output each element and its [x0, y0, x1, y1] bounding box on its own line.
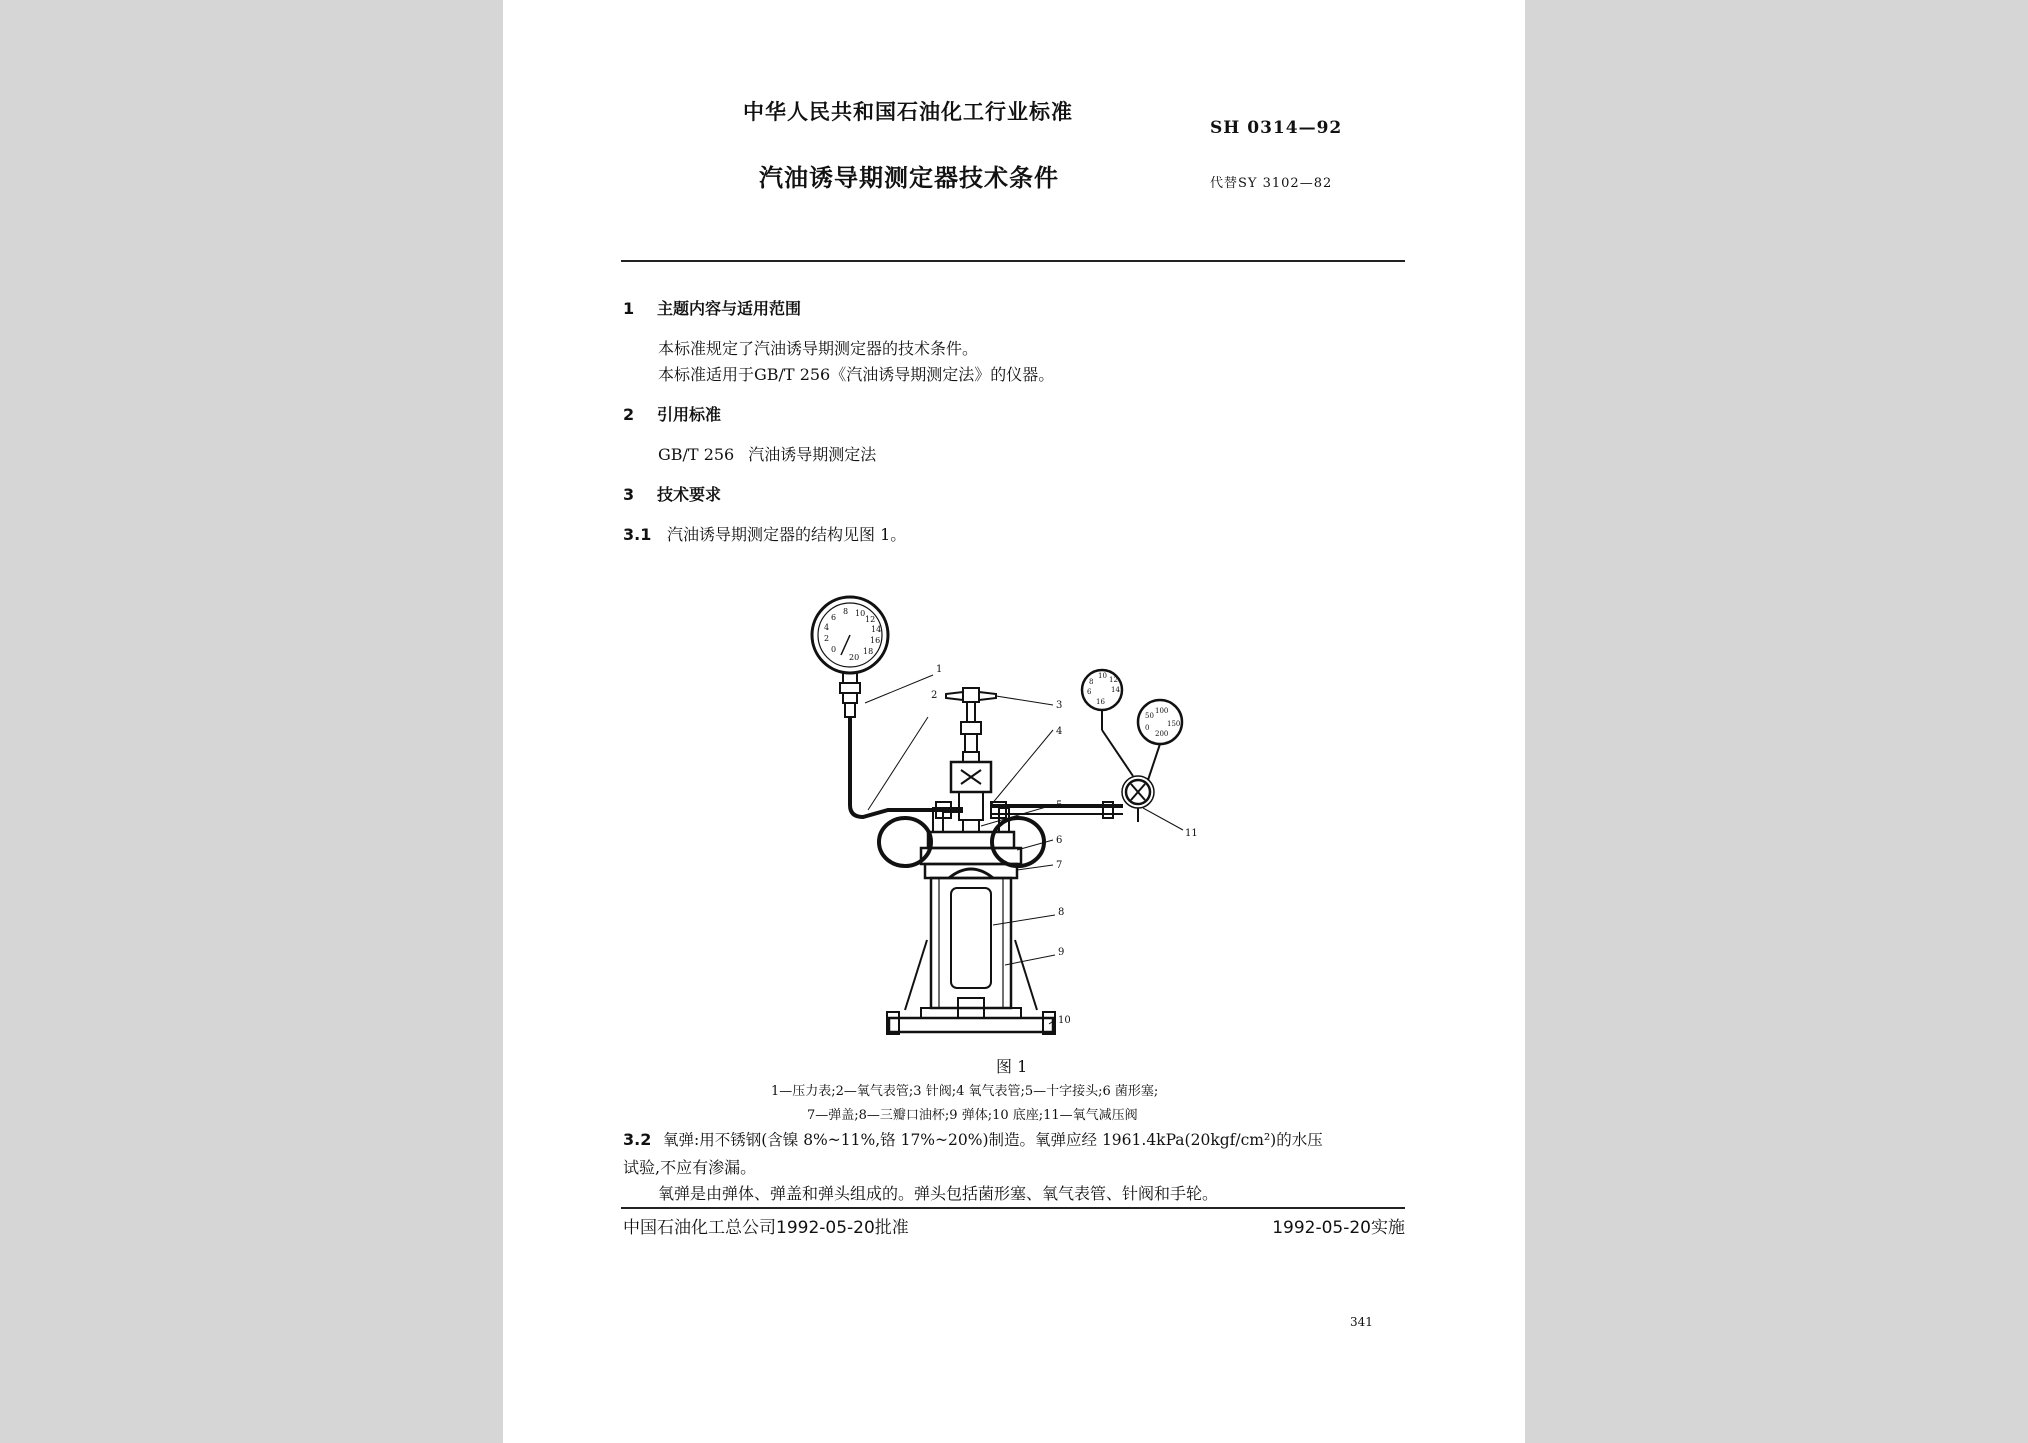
clause-3-1 [623, 522, 906, 545]
clause-number: 3.2 [623, 1130, 652, 1149]
implementation-date: 1992-05-20实施 [1272, 1218, 1405, 1238]
gauge-tick: 8 [843, 607, 849, 616]
section-1-paragraph-2: 本标准适用于GB/T 256《汽油诱导期测定法》的仪器。 [658, 365, 1055, 384]
section-title: 引用标准 [657, 405, 722, 424]
pressure-gauge [812, 597, 888, 717]
section-2-heading [623, 402, 721, 425]
section-1-heading [623, 296, 801, 319]
left-coil [879, 818, 931, 866]
section-title: 主题内容与适用范围 [657, 299, 802, 318]
part-label-4: 4 [1056, 726, 1063, 737]
apparatus-diagram [793, 580, 1273, 1060]
document-page [503, 0, 1525, 1443]
section-3-heading [623, 482, 721, 505]
figure-legend-line-2: 7—弹盖;8—三瓣口油杯;9 弹体;10 底座;11—氧气减压阀 [807, 1108, 1138, 1123]
replaces-standard: 代替SY 3102—82 [1210, 176, 1333, 191]
oxygen-reducing-valve [1082, 670, 1182, 822]
gauge-tick: 8 [1089, 678, 1094, 686]
issuing-organization: 中华人民共和国石油化工行业标准 [743, 100, 1073, 124]
clause-3-2-line-1 [623, 1128, 1323, 1150]
standard-code: SH 0314—92 [1210, 118, 1343, 138]
figure-legend-line-1: 1—压力表;2—氧气表管;3 针阀;4 氧气表管;5—十字接头;6 菌形塞; [771, 1084, 1159, 1099]
gauge-tick: 200 [1155, 730, 1169, 738]
gauge-tick: 150 [1167, 720, 1181, 728]
section-1-paragraph-1: 本标准规定了汽油诱导期测定器的技术条件。 [658, 339, 979, 358]
reference-code: GB/T 256 [658, 445, 735, 464]
gauge-tick: 4 [824, 623, 830, 632]
part-label-2: 2 [931, 690, 938, 701]
part-label-5: 5 [1056, 800, 1063, 811]
gauge-tick: 10 [855, 609, 866, 618]
gauge-tick: 14 [871, 625, 882, 634]
reference-title: 汽油诱导期测定法 [748, 445, 877, 464]
header-divider [621, 260, 1405, 262]
gauge-tick: 18 [863, 647, 874, 656]
gauge-tick: 6 [831, 613, 837, 622]
gauge-tick: 16 [1096, 698, 1105, 706]
clause-number: 3.1 [623, 525, 652, 544]
clause-3-2-line-2: 试验,不应有渗漏。 [623, 1158, 757, 1177]
oxygen-gauge-tube [850, 717, 943, 817]
part-label-10: 10 [1058, 1015, 1071, 1026]
page-number: 341 [1350, 1315, 1373, 1329]
gauge-tick: 12 [1109, 676, 1118, 684]
gauge-tick: 2 [824, 634, 830, 643]
part-label-9: 9 [1058, 947, 1065, 958]
gauge-tick: 20 [849, 653, 860, 662]
clause-text: 汽油诱导期测定器的结构见图 1。 [667, 525, 907, 544]
base-stand [887, 998, 1055, 1034]
part-label-6: 6 [1056, 835, 1063, 846]
footer-divider [621, 1207, 1405, 1209]
oil-cup [951, 888, 991, 988]
section-number: 2 [623, 405, 635, 424]
clause-text: 氧弹:用不锈钢(含镍 8%~11%,铬 17%~20%)制造。氧弹应经 1961.4kPa(20kgf/cm²)的水压 [663, 1131, 1323, 1149]
gauge-tick: 0 [1145, 724, 1150, 732]
gauge-tick: 16 [870, 636, 881, 645]
part-label-3: 3 [1056, 700, 1063, 711]
gauge-tick: 50 [1145, 712, 1154, 720]
section-number: 3 [623, 485, 635, 504]
figure-caption: 图 1 [996, 1057, 1028, 1076]
gauge-tick: 100 [1155, 707, 1169, 715]
part-label-1: 1 [936, 664, 943, 675]
section-number: 1 [623, 299, 635, 318]
part-label-11: 11 [1185, 828, 1198, 839]
gauge-tick: 12 [865, 615, 876, 624]
gauge-tick: 6 [1087, 688, 1092, 696]
document-title: 汽油诱导期测定器技术条件 [759, 164, 1059, 192]
section-title: 技术要求 [657, 485, 722, 504]
gauge-tick: 14 [1111, 686, 1120, 694]
referenced-standard [658, 442, 876, 465]
clause-3-2-line-3: 氧弹是由弹体、弹盖和弹头组成的。弹头包括菌形塞、氧气表管、针阀和手轮。 [658, 1184, 1219, 1203]
part-label-7: 7 [1056, 860, 1063, 871]
part-label-8: 8 [1058, 907, 1065, 918]
gauge-tick: 0 [831, 645, 837, 654]
bomb-body [905, 878, 1037, 1010]
approval-statement: 中国石油化工总公司1992-05-20批准 [623, 1218, 909, 1238]
needle-valve-handwheel [946, 688, 996, 762]
gauge-tick: 10 [1098, 672, 1107, 680]
